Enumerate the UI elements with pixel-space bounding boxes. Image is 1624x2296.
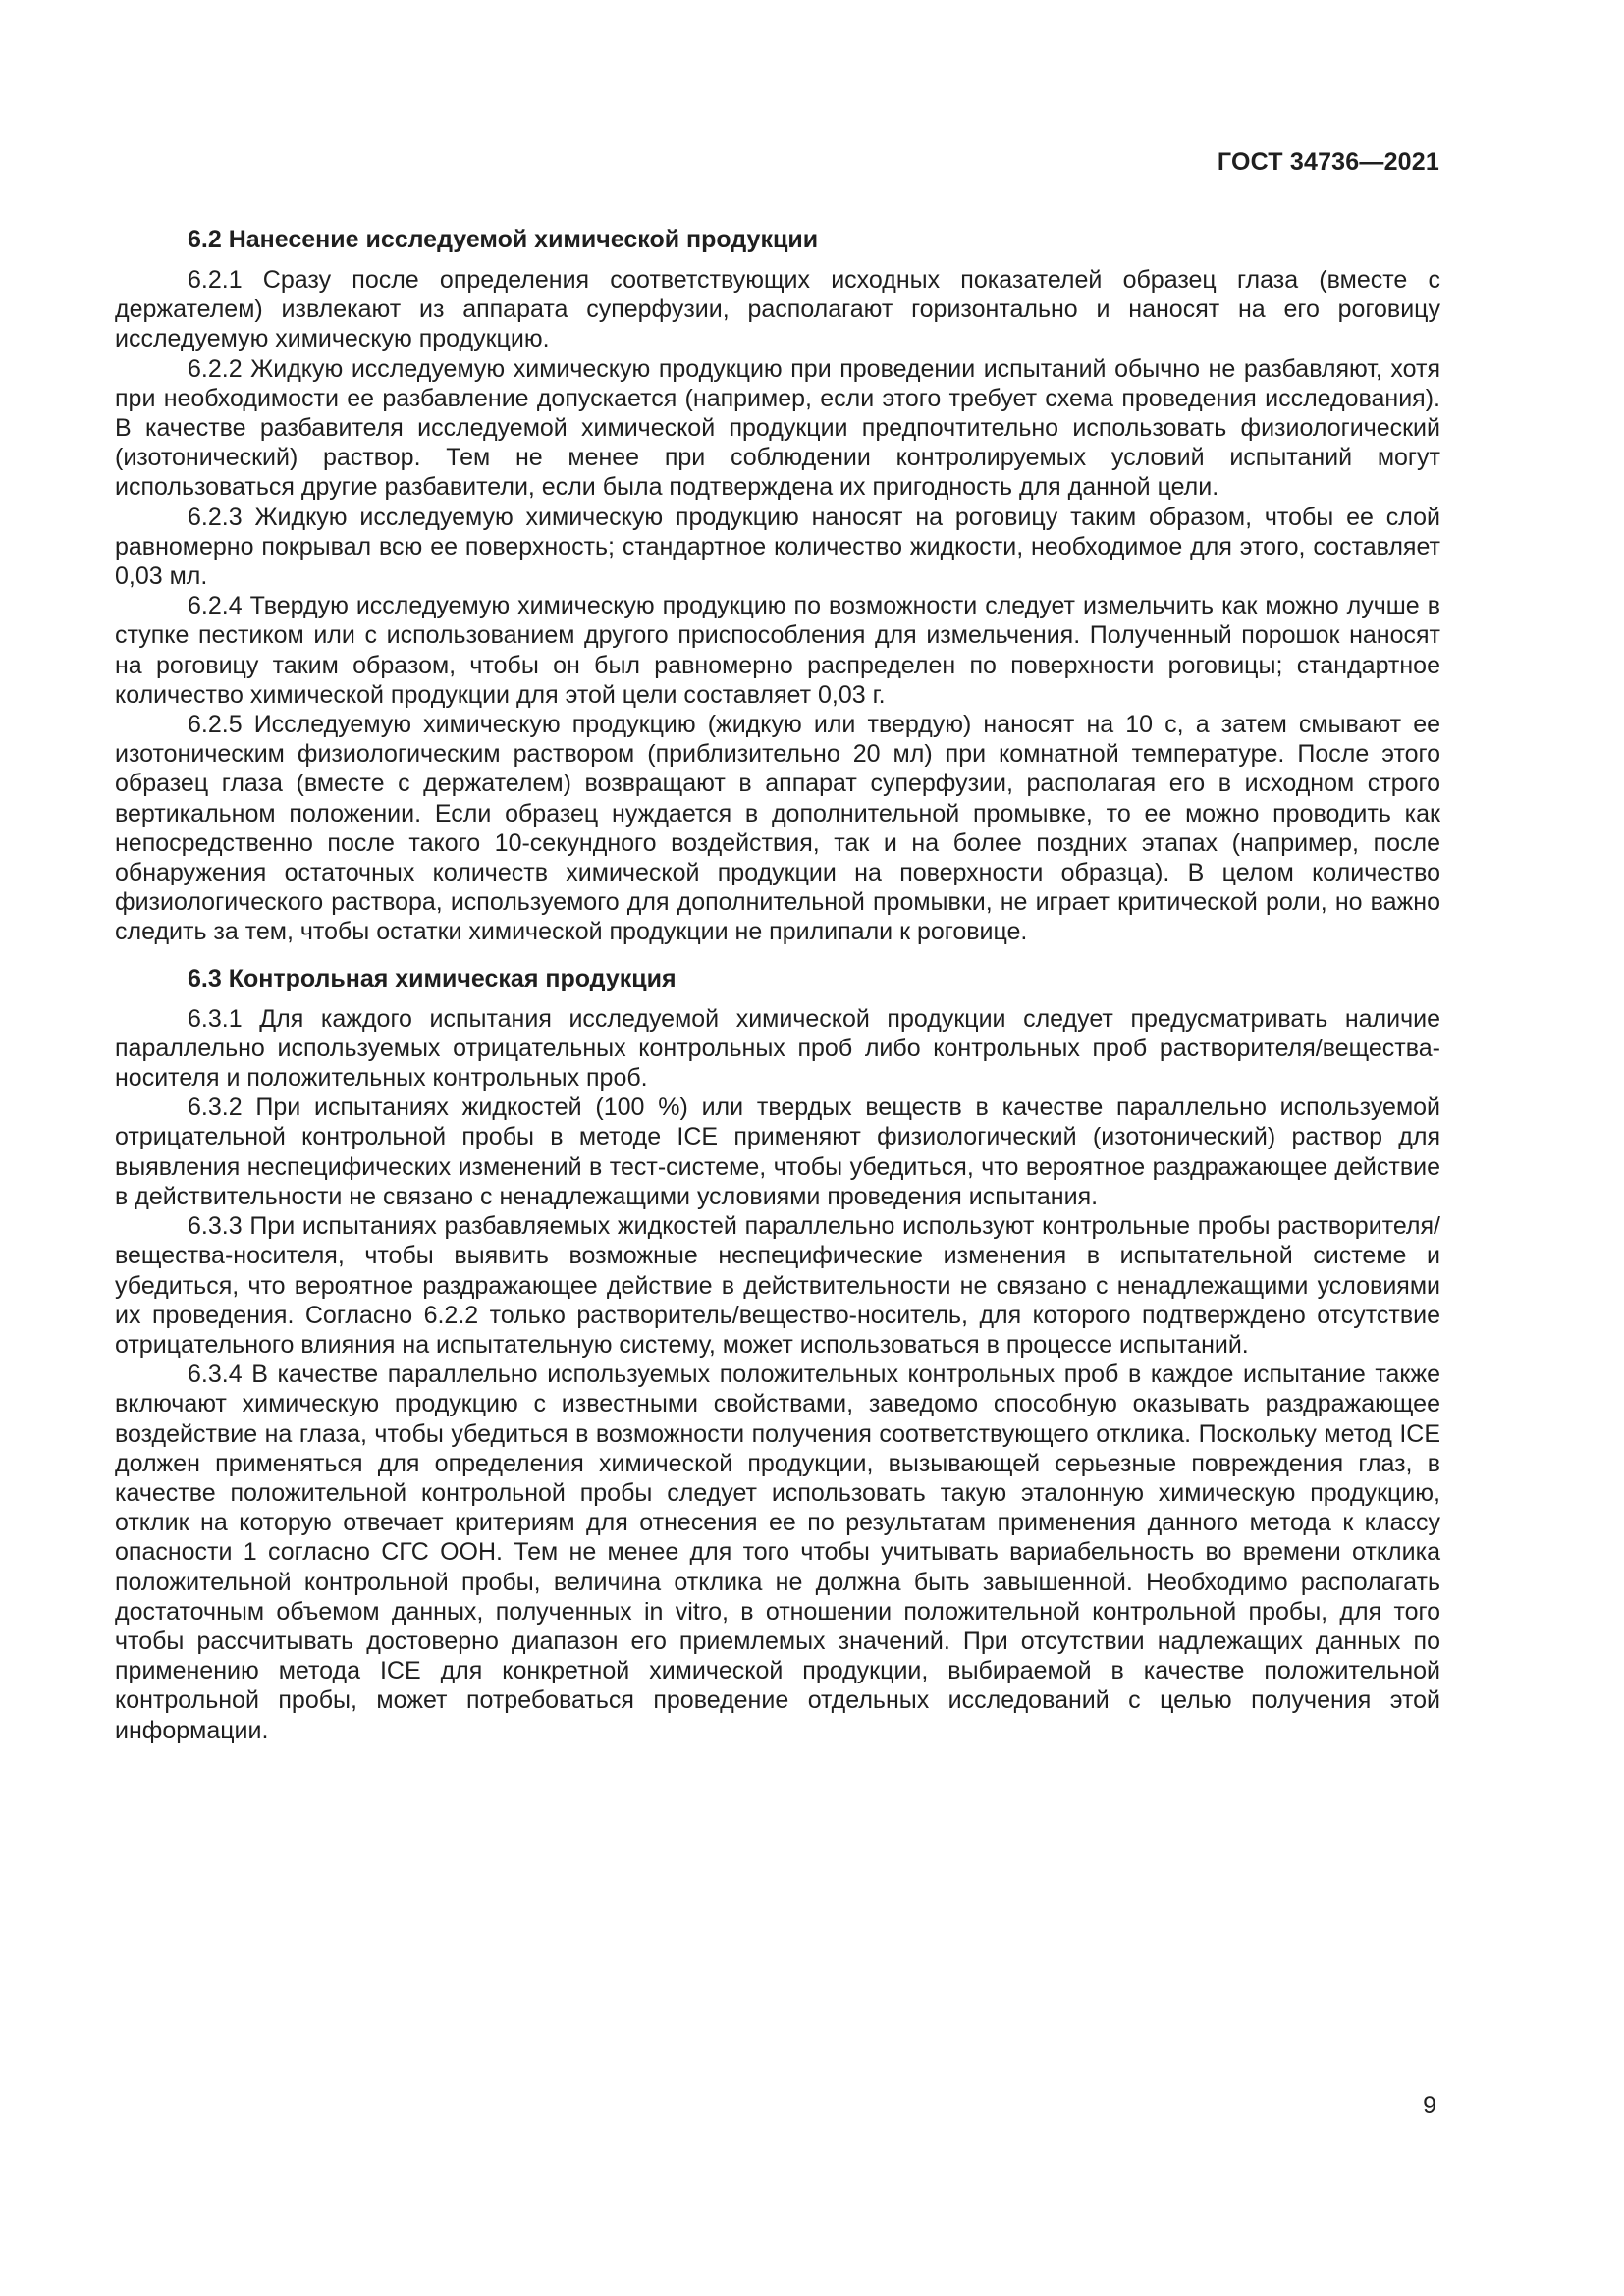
paragraph-6-2-5: 6.2.5 Исследуемую химическую продукцию (жидкую или твердую) наносят на 10 с, а затем смывают ее изотоническим физиологическим раствором (приблизительно 20 мл) при комнатной температуре. После этого образец глаза (вместе с держателем) возвращают в аппарат суперфузии, располагая его в исходном строго вертикальном положении. Если образец нуждается в дополнительной промывке, то ее можно проводить как непосредственно после такого 10-секундного воздействия, так и на более поздних этапах (например, после обнаружения остаточных количеств химической продукции на поверхности образца). В целом количество физиологического раствора, используемого для дополнительной промывки, не играет критической роли, но важно следить за тем, чтобы остатки химической продукции не прилипали к роговице.: [115, 711, 1440, 946]
paragraph-6-2-3: 6.2.3 Жидкую исследуемую химическую продукцию наносят на роговицу таким образом, чтобы ее слой равномерно покрывал всю ее поверхность; стандартное количество жидкости, необходимое для этого, составляет 0,03 мл.: [115, 503, 1440, 591]
paragraph-6-3-4: 6.3.4 В качестве параллельно используемых положительных контрольных проб в каждое испытание также включают химическую продукцию с известными свойствами, заведомо способную оказывать раздражающее воздействие на глаза, чтобы убедиться в возможности получения соответствующего отклика. Поскольку метод ICE должен применяться для определения химической продукции, вызывающей серьезные повреждения глаз, в качестве положительной контрольной пробы следует использовать такую эталонную химическую продукцию, отклик на которую отвечает критериям для отнесения ее по результатам применения данного метода к классу опасности 1 согласно СГС ООН. Тем не менее для того чтобы учитывать вариабельность во времени отклика положительной контрольной пробы, величина отклика не должна быть завышенной. Необходимо располагать достаточным объемом данных, полученных in vitro, в отношении положительной контрольной пробы, для того чтобы рассчитывать достоверно диапазон его приемлемых значений. При отсутствии надлежащих данных по применению метода ICE для конкретной химической продукции, выбираемой в качестве положительной контрольной пробы, может потребоваться проведение отдельных исследований с целью получения этой информации.: [115, 1361, 1440, 1744]
section-6-2: [115, 222, 1440, 947]
section-heading: 6.3 Контрольная химическая продукция: [188, 964, 677, 992]
document-body: [115, 222, 1440, 1745]
paragraph-6-3-3: 6.3.3 При испытаниях разбавляемых жидкостей параллельно используют контрольные пробы растворителя/вещества-носителя, чтобы выявить возможные неспецифические изменения в испытательной системе и убедиться, что вероятное раздражающее действие в действительности не связано с ненадлежащими условиями их проведения. Согласно 6.2.2 только растворитель/вещество-носитель, для которого подтверждено отсутствие отрицательного влияния на испытательную систему, может использоваться в процессе испытаний.: [115, 1212, 1440, 1359]
paragraph-6-3-2: 6.3.2 При испытаниях жидкостей (100 %) или твердых веществ в качестве параллельно используемой отрицательной контрольной пробы в методе ICE применяют физиологический (изотонический) раствор для выявления неспецифических изменений в тест-системе, чтобы убедиться, что вероятное раздражающее действие в действительности не связано с ненадлежащими условиями проведения испытания.: [115, 1094, 1440, 1210]
paragraph-6-3-1: 6.3.1 Для каждого испытания исследуемой химической продукции следует предусматривать наличие параллельно используемых отрицательных контрольных проб либо контрольных проб растворителя/вещества-носителя и положительных контрольных проб.: [115, 1004, 1440, 1093]
document-code: ГОСТ 34736—2021: [1217, 148, 1439, 176]
paragraph-6-2-1: 6.2.1 Сразу после определения соответствующих исходных показателей образец глаза (вместе с держателем) извлекают из аппарата суперфузии, располагают горизонтально и наносят на его роговицу исследуемую химическую продукцию.: [115, 266, 1440, 353]
section-6-3: [115, 961, 1440, 1745]
section-heading: 6.2 Нанесение исследуемой химической продукции: [188, 226, 819, 253]
paragraph-6-2-4: 6.2.4 Твердую исследуемую химическую продукцию по возможности следует измельчить как можно лучше в ступке пестиком или с использованием другого приспособления для измельчения. Полученный порошок наносят на роговицу таким образом, чтобы он был равномерно распределен по поверхности роговицы; стандартное количество химической продукции для этой цели составляет 0,03 г.: [115, 592, 1440, 709]
page-number: 9: [1423, 2092, 1436, 2119]
paragraph-6-2-2: 6.2.2 Жидкую исследуемую химическую продукцию при проведении испытаний обычно не разбавляют, хотя при необходимости ее разбавление допускается (например, если этого требует схема проведения исследования). В качестве разбавителя исследуемой химической продукции предпочтительно использовать физиологический (изотонический) раствор. Тем не менее при соблюдении контролируемых условий испытаний могут использоваться другие разбавители, если была подтверждена их пригодность для данной цели.: [115, 354, 1440, 502]
